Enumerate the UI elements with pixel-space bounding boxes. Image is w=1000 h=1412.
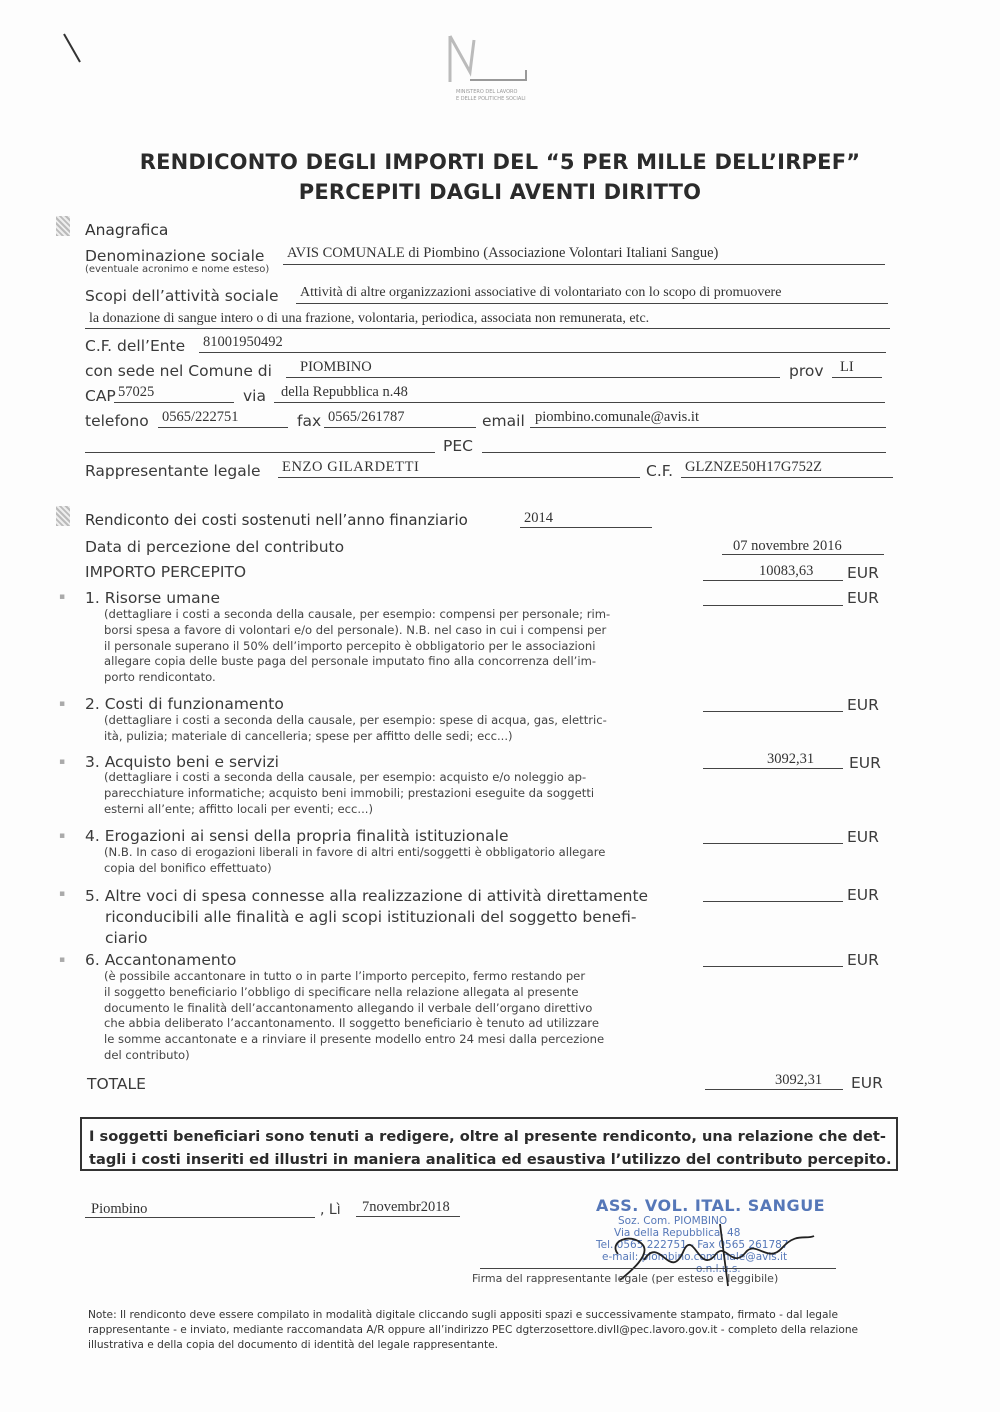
email-line <box>530 427 886 428</box>
pec-line[interactable] <box>482 452 886 453</box>
rendiconto-heading: Rendiconto dei costi sostenuti nell’anno finanziario <box>85 511 468 529</box>
stamp-line-2: Soz. Com. PIOMBINO <box>618 1215 728 1227</box>
scopi-line-1 <box>296 303 888 304</box>
ministry-logo <box>440 32 540 107</box>
fax-value[interactable]: 0565/261787 <box>328 409 405 425</box>
notice-line-2: tagli i costi inseriti ed illustri in maniera analitica ed esaustiva l’utilizzo del contributo percepito. <box>89 1151 892 1168</box>
telefono-label: telefono <box>85 412 149 430</box>
email-label: email <box>482 412 525 430</box>
item-6-desc: (è possibile accantonare in tutto o in parte l’importo percepito, fermo restando per il soggetto beneficiario l’obbligo di specificare nella relazione allegata al presente documento le finalità dell’accantonamento allegando il verbale dell’organo direttivo che abbia deliberato l’accantonamento. Il soggetto beneficiario è tenuto ad utilizzare le somme accantonate e a rinviare il presente modello entro 24 mesi dalla percezione del contributo) <box>104 969 605 1062</box>
item-3-line <box>703 768 843 769</box>
email-value[interactable]: piombino.comunale@avis.it <box>535 409 699 425</box>
telefono-line <box>158 427 288 428</box>
stamp-line-5: e-mail: piombino.comunale@avis.it <box>602 1251 788 1263</box>
section-marker <box>56 506 70 526</box>
fax-label: fax <box>297 412 322 430</box>
cap-label: CAP <box>85 387 116 405</box>
data-percezione-label: Data di percezione del contributo <box>85 538 345 556</box>
page-subtitle: PERCEPITI DAGLI AVENTI DIRITTO <box>298 180 702 204</box>
scan-mark <box>60 30 84 66</box>
page-title: RENDICONTO DEGLI IMPORTI DEL “5 PER MILLE DELL’IRPEF” <box>139 150 861 174</box>
item-4-currency: EUR <box>847 828 879 846</box>
item-bullet: ▪ <box>59 592 66 602</box>
anagrafica-heading: Anagrafica <box>85 221 169 239</box>
item-5-line[interactable] <box>703 901 843 902</box>
prov-line <box>832 377 882 378</box>
denominazione-value[interactable]: AVIS COMUNALE di Piombino (Associazione Volontari Italiani Sangue) <box>287 245 719 261</box>
pec-left-line <box>85 452 435 453</box>
item-6-currency: EUR <box>847 951 879 969</box>
prov-label: prov <box>789 362 824 380</box>
item-1-line[interactable] <box>703 605 843 606</box>
place-line <box>85 1217 315 1218</box>
via-line <box>274 402 885 403</box>
via-value[interactable]: della Repubblica n.48 <box>281 384 408 400</box>
comune-label: con sede nel Comune di <box>85 362 272 380</box>
importo-value[interactable]: 10083,63 <box>759 563 814 579</box>
signature-li-label: , Lì <box>320 1202 341 1218</box>
rappresentante-line <box>278 477 640 478</box>
signature-date[interactable]: 7novembr2018 <box>362 1199 450 1215</box>
notice-box <box>80 1117 898 1171</box>
comune-value[interactable]: PIOMBINO <box>300 359 372 375</box>
stamp-line-4: Tel. 0565 222751 - Fax 0565 261787 <box>596 1239 789 1251</box>
item-4-line[interactable] <box>703 843 843 844</box>
item-bullet: ▪ <box>59 955 66 965</box>
item-6-line[interactable] <box>703 966 843 967</box>
totale-label: TOTALE <box>87 1075 146 1093</box>
via-label: via <box>243 387 266 405</box>
item-bullet: ▪ <box>59 699 66 709</box>
item-5-currency: EUR <box>847 886 879 904</box>
totale-currency: EUR <box>851 1074 883 1092</box>
data-percezione-line <box>722 554 884 555</box>
item-3-title: 3. Acquisto beni e servizi <box>85 753 279 771</box>
importo-line <box>703 580 843 581</box>
data-percezione-value[interactable]: 07 novembre 2016 <box>733 538 842 554</box>
anno-value[interactable]: 2014 <box>524 510 553 526</box>
fax-line <box>324 427 476 428</box>
item-1-currency: EUR <box>847 589 879 607</box>
rappresentante-value[interactable]: ENZO GILARDETTI <box>282 459 420 475</box>
rappresentante-label: Rappresentante legale <box>85 462 261 480</box>
signature-line[interactable] <box>480 1268 836 1269</box>
logo-emblem-icon <box>440 32 540 92</box>
totale-value[interactable]: 3092,31 <box>775 1072 823 1088</box>
stamp-title: ASS. VOL. ITAL. SANGUE <box>596 1196 826 1215</box>
denominazione-label: Denominazione sociale <box>85 247 265 265</box>
cap-line <box>114 402 234 403</box>
comune-line <box>286 377 780 378</box>
item-3-desc: (dettagliare i costi a seconda della causale, per esempio: acquisto e/o noleggio ap- parecchiature informatiche; acquisto beni immobili; prestazioni eseguite da soggetti esterni all’ente; affitto locali per eventi; ecc...) <box>104 770 595 816</box>
rapp-cf-label: C.F. <box>646 462 674 480</box>
denominazione-hint: (eventuale acronimo e nome esteso) <box>85 264 270 275</box>
item-bullet: ▪ <box>59 889 66 899</box>
item-bullet: ▪ <box>59 831 66 841</box>
rapp-cf-value[interactable]: GLZNZE50H17G752Z <box>685 459 822 475</box>
stamp-line-3: Via della Repubblica, 48 <box>614 1227 741 1239</box>
prov-value[interactable]: LI <box>840 359 854 375</box>
item-2-desc: (dettagliare i costi a seconda della causale, per esempio: spese di acqua, gas, elettric- ità, pulizia; materiale di cancelleria; spese per affitto delle sedi; ecc...) <box>104 713 607 743</box>
item-5-title: 5. Altre voci di spesa connesse alla realizzazione di attività direttamente riconducibili alle finalità e agli scopi istituzionali del soggetto benefi- ciario <box>85 887 649 947</box>
footer-note: Note: Il rendiconto deve essere compilato in modalità digitale cliccando sugli appositi spazi e successivamente stampato, firmato - dal legale rappresentante - e inviato, mediante raccomandata A/R oppure all’indirizzo PEC dgterzosettore.divII@pec.lavoro.gov.it - completo della relazione illustrativa e della copia del documento di identità del legale rappresentante. <box>88 1309 859 1351</box>
cf-line <box>199 352 886 353</box>
item-2-line[interactable] <box>703 711 843 712</box>
item-bullet: ▪ <box>59 757 66 767</box>
denominazione-line <box>283 264 885 265</box>
item-1-desc: (dettagliare i costi a seconda della causale, per esempio: compensi per personale; rim- borsi spesa a favore di volontari e/o del personale). N.B. nel caso in cui i compensi per il personale superano il 50% dell’importo percepito è obbligatorio per le associazioni allegare copia delle buste paga del personale imputato fino alla concorrenza dell’im- porto rendicontato. <box>104 607 611 685</box>
item-3-value[interactable]: 3092,31 <box>767 751 815 767</box>
logo-text-2: E DELLE POLITICHE SOCIALI <box>456 96 526 102</box>
item-2-currency: EUR <box>847 696 879 714</box>
item-1-title: 1. Risorse umane <box>85 589 221 607</box>
cf-label: C.F. dell’Ente <box>85 337 186 355</box>
anno-line <box>520 527 652 528</box>
scopi-value-1[interactable]: Attività di altre organizzazioni associative di volontariato con lo scopo di promuovere <box>300 285 782 300</box>
importo-label: IMPORTO PERCEPITO <box>85 563 247 581</box>
item-2-title: 2. Costi di funzionamento <box>85 695 284 713</box>
scopi-label: Scopi dell’attività sociale <box>85 287 279 305</box>
cf-value[interactable]: 81001950492 <box>203 334 283 350</box>
totale-line <box>705 1089 843 1090</box>
pec-label: PEC <box>443 437 473 455</box>
date-line <box>356 1216 460 1217</box>
stamp-line-6: o.n.l.u.s. <box>696 1263 741 1275</box>
importo-currency: EUR <box>847 564 879 582</box>
signature-place[interactable]: Piombino <box>91 1201 148 1217</box>
scopi-value-2[interactable]: la donazione di sangue intero o di una frazione, volontaria, periodica, associata non remunerata, etc. <box>89 311 650 326</box>
item-6-title: 6. Accantonamento <box>85 951 237 969</box>
logo-text-1: MINISTERO DEL LAVORO <box>456 89 518 95</box>
telefono-value[interactable]: 0565/222751 <box>162 409 239 425</box>
scopi-line-2 <box>85 328 890 329</box>
notice-line-1: I soggetti beneficiari sono tenuti a redigere, oltre al presente rendiconto, una relazione che det- <box>89 1128 886 1145</box>
section-marker <box>56 216 70 236</box>
item-4-desc: (N.B. In caso di erogazioni liberali in favore di altri enti/soggetti è obbligatorio allegare copia del bonifico effettuato) <box>104 845 606 875</box>
signature-caption: Firma del rappresentante legale (per esteso e leggibile) <box>472 1272 779 1285</box>
cap-value[interactable]: 57025 <box>118 384 155 400</box>
rapp-cf-line <box>681 477 893 478</box>
item-4-title: 4. Erogazioni ai sensi della propria finalità istituzionale <box>85 827 509 845</box>
item-3-currency: EUR <box>849 754 881 772</box>
